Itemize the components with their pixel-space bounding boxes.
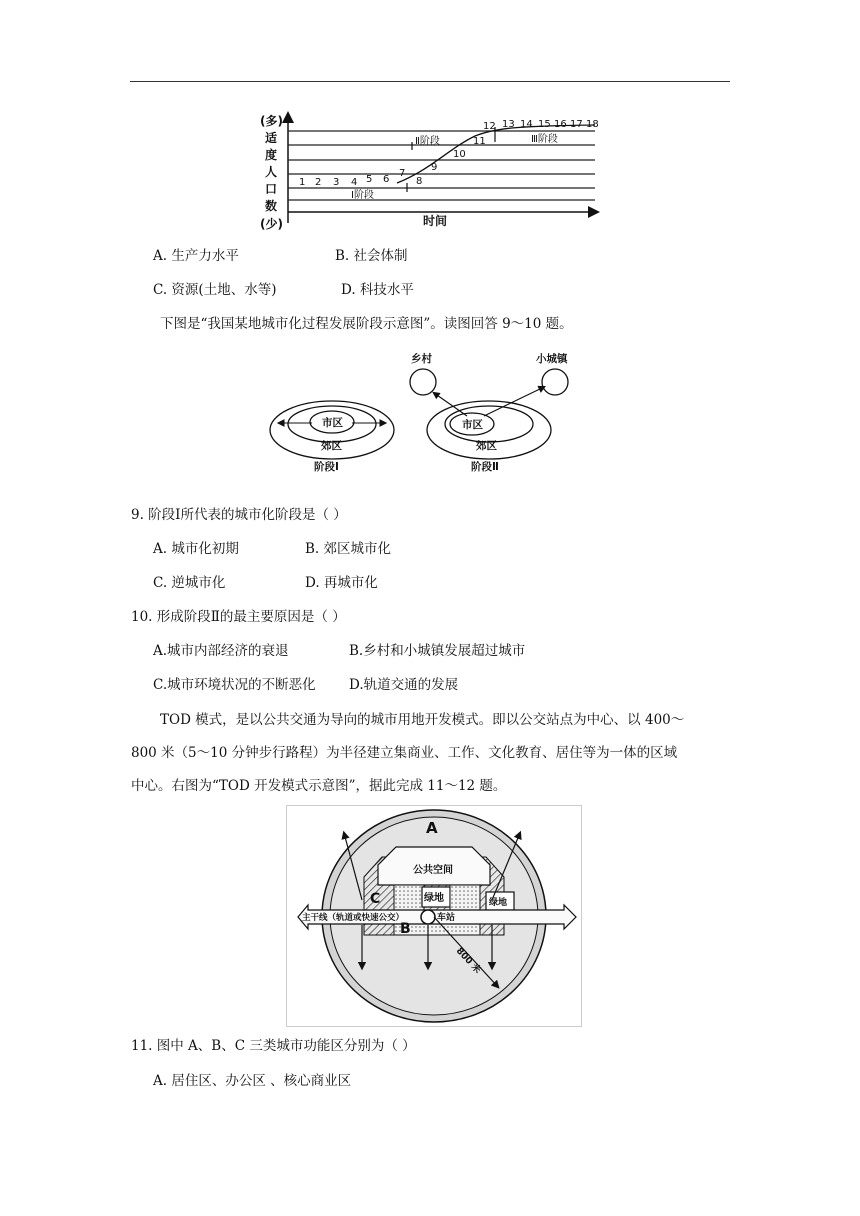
stage-number: 15 [538, 119, 551, 130]
q9-option-d[interactable]: D. 再城市化 [305, 575, 378, 591]
public-space-label: 公共空间 [413, 865, 453, 876]
q10-stem: 10. 形成阶段Ⅱ的最主要原因是（ ） [131, 609, 346, 625]
y-label-char: 度 [265, 148, 278, 162]
q9-option-a[interactable]: A. 城市化初期 [153, 541, 239, 557]
stage-number: 7 [399, 168, 406, 179]
tod-intro-line-2: 800 米（5～10 分钟步行路程）为半径建立集商业、工作、文化教育、居住等为一体的区域 [131, 745, 678, 761]
area-b-label: B [400, 921, 411, 937]
stage-number: 10 [453, 149, 466, 160]
stage2-caption: 阶段Ⅱ [471, 461, 499, 473]
q10-option-a[interactable]: A.城市内部经济的衰退 [153, 643, 289, 659]
station-circle [421, 910, 435, 924]
stage-number: 11 [473, 136, 486, 147]
intro-9-10: 下图是“我国某地城市化过程发展阶段示意图”。读图回答 9～10 题。 [160, 316, 573, 332]
stage-number: 4 [351, 177, 358, 188]
q8-option-b[interactable]: B. 社会体制 [335, 248, 408, 264]
green-space-1-label: 绿地 [424, 893, 444, 904]
y-label-char: 适 [265, 131, 278, 145]
stage-2-label: Ⅱ阶段 [415, 136, 440, 147]
stage-number: 8 [416, 176, 423, 187]
q8-option-c[interactable]: C. 资源(土地、水等) [153, 282, 277, 298]
urbanization-stages-figure [262, 350, 594, 475]
stage-1-label: Ⅰ阶段 [351, 190, 374, 201]
stage1-city-label: 市区 [322, 417, 343, 429]
stage-number: 13 [502, 119, 515, 130]
stage-number: 6 [383, 174, 390, 185]
q8-option-a[interactable]: A. 生产力水平 [153, 248, 239, 264]
green-space-2-label: 绿地 [489, 898, 508, 908]
y-label-many: (多) [260, 114, 283, 128]
tod-intro-line-1: TOD 模式，是以公共交通为导向的城市用地开发模式。即以公交站点为中心、以 400～ [160, 712, 685, 728]
q9-stem: 9. 阶段Ⅰ所代表的城市化阶段是（ ） [131, 507, 347, 523]
stage-number: 3 [333, 177, 340, 188]
station-label: 车站 [437, 913, 456, 923]
population-curve-figure [255, 108, 605, 233]
town-circle [542, 369, 568, 395]
stage-3-label: Ⅲ阶段 [531, 134, 558, 145]
stage-number: 12 [483, 121, 496, 132]
radius-label: 800 米 [453, 946, 483, 976]
stage1-suburb-label: 郊区 [321, 440, 342, 452]
q11-option-a[interactable]: A. 居住区、办公区 、核心商业区 [153, 1073, 352, 1089]
block [394, 885, 424, 911]
stage-number: 17 [570, 119, 583, 130]
y-label-few: (少) [260, 217, 283, 231]
block [450, 885, 480, 911]
q11-stem: 11. 图中 A、B、C 三类城市功能区分别为（ ） [131, 1038, 416, 1054]
tod-intro-line-3: 中心。右图为“TOD 开发模式示意图”，据此完成 11～12 题。 [131, 778, 507, 794]
main-line-label: 主干线（轨道或快速公交） [302, 913, 405, 923]
y-label-char: 数 [265, 199, 278, 213]
y-label-char: 人 [265, 165, 278, 179]
stage-number: 18 [586, 119, 599, 130]
stage2-suburb-inner-ring [445, 406, 533, 442]
stage-number: 16 [554, 119, 567, 130]
stage-number: 5 [366, 174, 373, 185]
stage-number: 9 [431, 162, 438, 173]
area-a-label: A [426, 819, 438, 837]
area-c-label: C [370, 891, 381, 907]
stage2-city-label: 市区 [462, 419, 483, 431]
q8-option-d[interactable]: D. 科技水平 [341, 282, 414, 298]
y-label-char: 口 [265, 182, 278, 196]
q10-option-c[interactable]: C.城市环境状况的不断恶化 [153, 677, 316, 693]
tod-model-figure [286, 805, 582, 1027]
village-label: 乡村 [411, 353, 432, 365]
header-rule [130, 81, 730, 82]
stage2-suburb-label: 郊区 [476, 440, 497, 452]
q10-option-b[interactable]: B.乡村和小城镇发展超过城市 [349, 643, 526, 659]
village-circle [410, 369, 436, 395]
stage-number: 14 [520, 119, 533, 130]
x-axis-label: 时间 [423, 214, 448, 228]
stage-number: 2 [315, 177, 322, 188]
stage-number: 1 [299, 177, 306, 188]
q10-option-d[interactable]: D.轨道交通的发展 [349, 677, 459, 693]
town-label: 小城镇 [536, 353, 568, 365]
q9-option-c[interactable]: C. 逆城市化 [153, 575, 226, 591]
stage1-caption: 阶段Ⅰ [314, 461, 339, 473]
q9-option-b[interactable]: B. 郊区城市化 [305, 541, 392, 557]
